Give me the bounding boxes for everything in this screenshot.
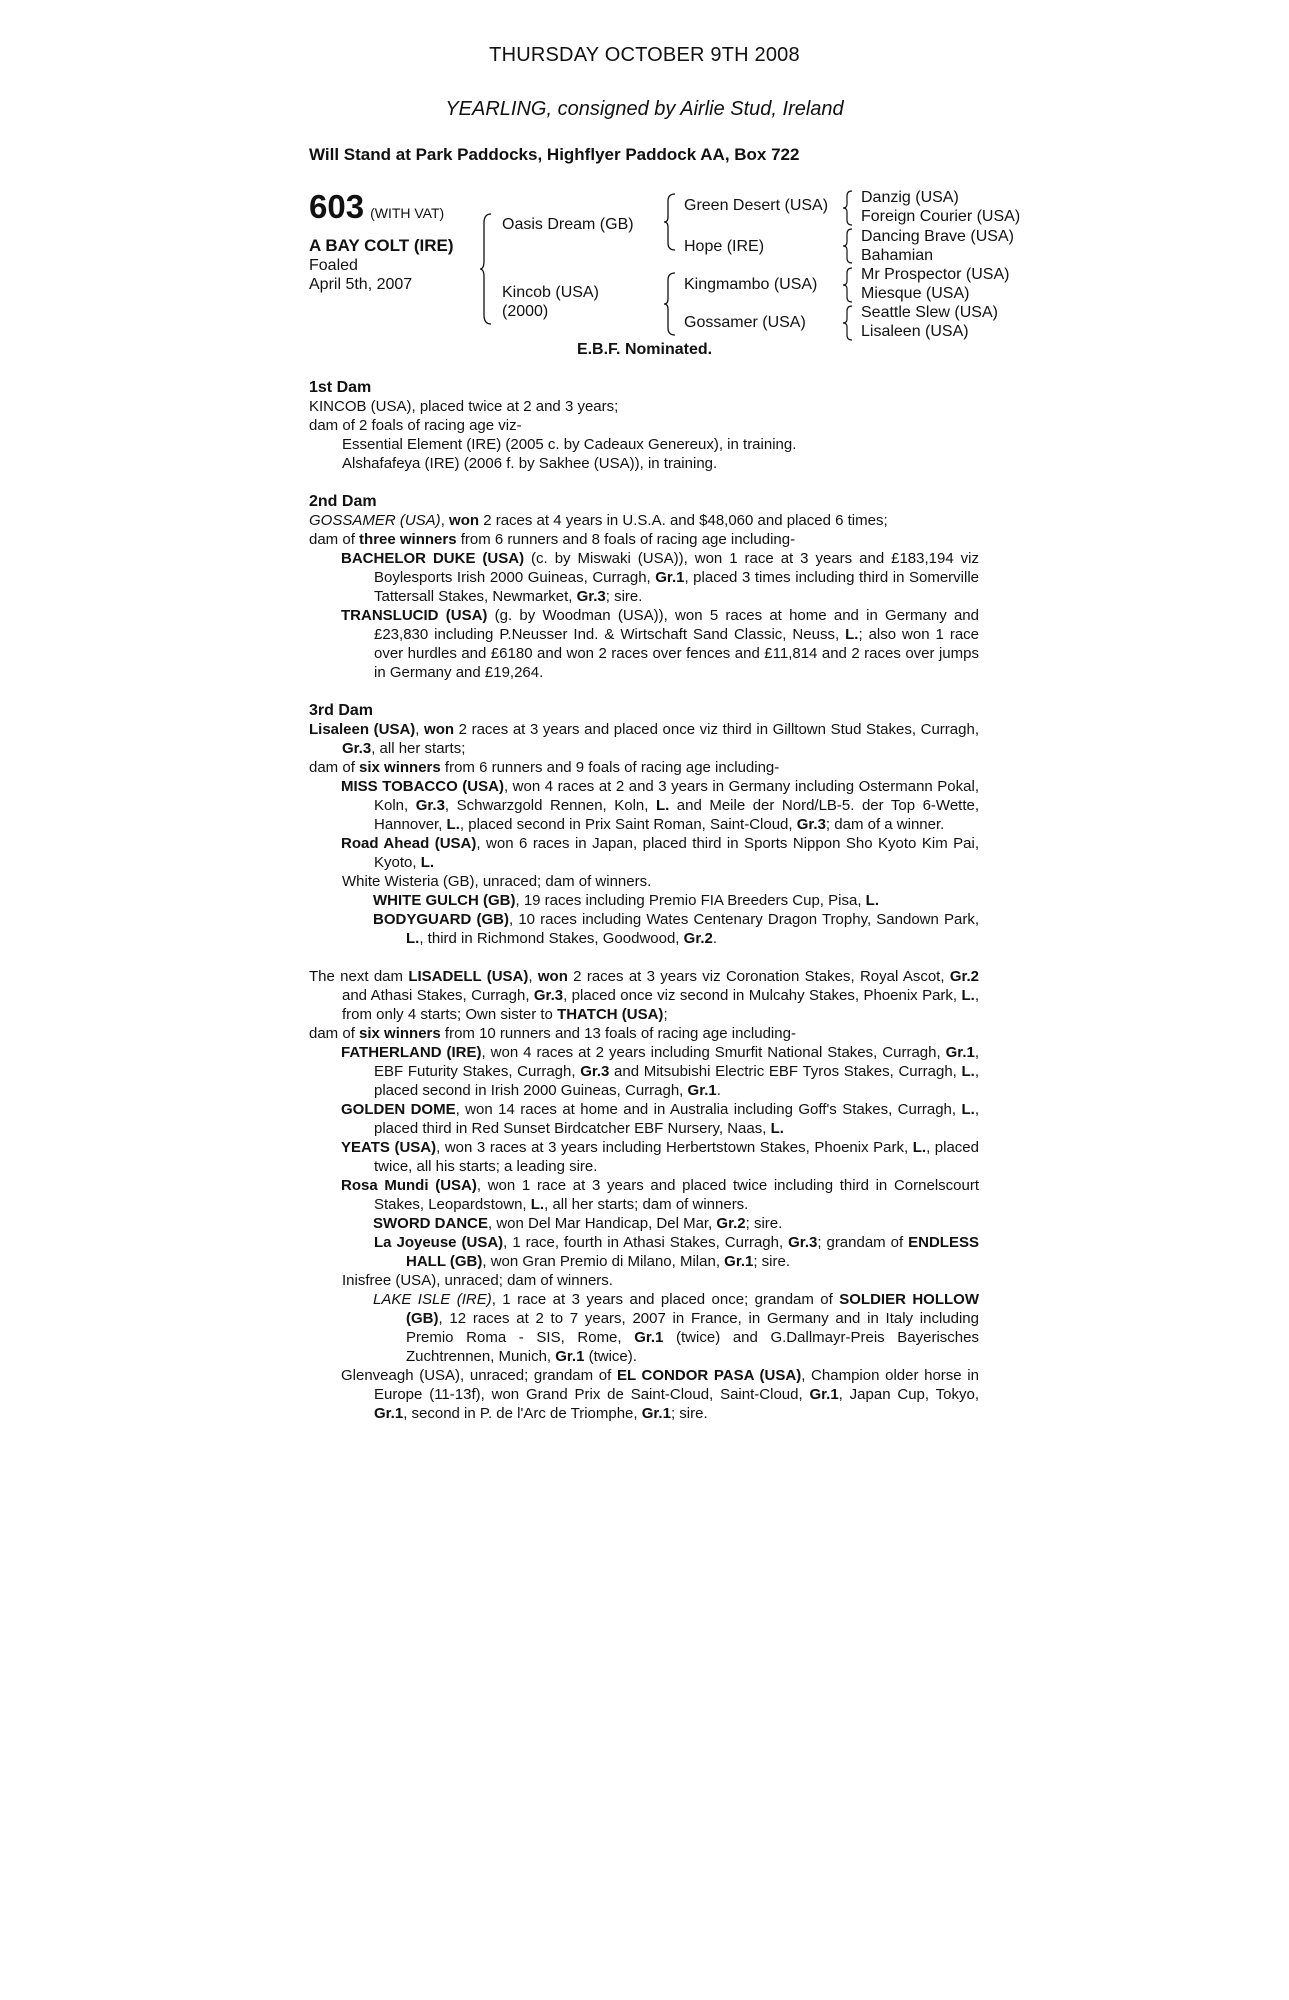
pedigree-dds: Seattle Slew (USA) [861,304,998,321]
grand-produce-entry: SWORD DANCE, won Del Mar Handicap, Del Mar, Gr.2; sire. [373,1215,783,1232]
produce-entry: FATHERLAND (IRE), won 4 races at 2 years including Smurfit National Stakes, Curragh, Gr.1, EBF Futurity Stakes, Curragh, Gr.3 and Mitsubishi Electric EBF Tyros Stakes, Curragh, L., placed second in Irish 2000 Guineas, Curragh, Gr.1. [341,1044,979,1099]
consignor-line: YEARLING, consigned by Airlie Stud, Ireland [445,98,844,120]
produce-entry: Road Ahead (USA), won 6 races in Japan, placed third in Sports Nippon Sho Kyoto Kim Pai, Kyoto, L. [341,835,980,871]
brace-sire-line [664,193,676,251]
stand-location: Will Stand at Park Paddocks, Highflyer Paddock AA, Box 722 [309,145,800,164]
produce-entry: Glenveagh (USA), unraced; grandam of EL CONDOR PASA (USA), Champion older horse in Europe (11-13f), won Grand Prix de Saint-Cloud, Saint-Cloud, Gr.1, Japan Cup, Tokyo, Gr.1, second in P. de l'Arc de Triomphe, Gr.1; sire. [341,1367,979,1422]
foaled-info [309,256,412,294]
second-dam-section [309,492,979,682]
grand-produce-entry: WHITE GULCH (GB), 19 races including Premio FIA Breeders Cup, Pisa, L. [373,892,879,909]
produce-entry: Rosa Mundi (USA), won 1 race at 3 years and placed twice including third in Cornelscourt Stakes, Leopardstown, L., all her starts; dam of winners. [341,1177,979,1213]
pedigree-ddd: Lisaleen (USA) [861,323,969,340]
grand-produce-entry: BODYGUARD (GB), 10 races including Wates Centenary Dragon Trophy, Sandown Park, L., third in Richmond Stakes, Goodwood, Gr.2. [373,911,980,947]
lot-number: 603 [309,188,365,225]
pedigree-dam-year: (2000) [502,303,549,320]
section-title: 3rd Dam [309,702,374,719]
next-dam-section [309,967,979,1423]
dam-summary: Lisaleen (USA), won 2 races at 3 years and placed once viz third in Gilltown Stud Stakes, Curragh, Gr.3, all her starts; [309,721,979,757]
brace-sds [843,228,853,264]
vat-note: (WITH VAT) [370,205,445,221]
produce-entry: Essential Element (IRE) (2005 c. by Cadeaux Genereux), in training. [342,436,797,453]
pedigree-sire: Oasis Dream (GB) [502,216,634,233]
pedigree-dam-dam: Gossamer (USA) [684,314,806,331]
horse-name: A BAY COLT (IRE) [309,236,454,255]
pedigree-sss: Danzig (USA) [861,189,959,206]
foaled-date: April 5th, 2007 [309,276,413,293]
produce-entry: YEATS (USA), won 3 races at 3 years including Herbertstown Stakes, Phoenix Park, L., placed twice, all his starts; a leading sire. [341,1139,979,1175]
brace-dam-line [664,272,676,336]
pedigree-dsd: Miesque (USA) [861,285,970,302]
dam-summary: GOSSAMER (USA), won 2 races at 4 years in U.S.A. and $48,060 and placed 6 times; [309,512,888,529]
lot-heading [309,188,444,226]
sale-date: THURSDAY OCTOBER 9TH 2008 [489,44,800,66]
pedigree-sdd: Bahamian [861,247,934,264]
produce-intro: dam of three winners from 6 runners and 8 foals of racing age including- [309,531,796,548]
produce-entry: TRANSLUCID (USA) (g. by Woodman (USA)), won 5 races at home and in Germany and £23,830 including P.Neusser Ind. & Wirtschaft Sand Classic, Neuss, L.; also won 1 race over hurdles and £6180 and won 2 races over fences and £11,814 and 2 races over jumps in Germany and £19,264. [341,607,979,681]
produce-intro: dam of six winners from 6 runners and 9 foals of racing age including- [309,759,780,776]
pedigree-sire-dam: Hope (IRE) [684,238,765,255]
brace-sss [843,190,853,226]
pedigree-dam: Kincob (USA) [502,284,599,301]
pedigree-sire-sire: Green Desert (USA) [684,197,829,214]
grand-produce-entry: La Joyeuse (USA), 1 race, fourth in Athasi Stakes, Curragh, Gr.3; grandam of ENDLESS HALL (GB), won Gran Premio di Milano, Milan, Gr.1; sire. [374,1234,979,1270]
produce-entry: MISS TOBACCO (USA), won 4 races at 2 and 3 years in Germany including Ostermann Pokal, Koln, Gr.3, Schwarzgold Rennen, Koln, L. and Meile der Nord/LB-5. der Top 6-Wette, Hannover, L., placed second in Prix Saint Roman, Saint-Cloud, Gr.3; dam of a winner. [341,778,980,833]
produce-entry: BACHELOR DUKE (USA) (c. by Miswaki (USA)), won 1 race at 3 years and £183,194 viz Boylesports Irish 2000 Guineas, Curragh, Gr.1, placed 3 times including third in Somerville Tattersall Stakes, Newmarket, Gr.3; sire. [341,550,979,605]
grand-produce-entry: LAKE ISLE (IRE), 1 race at 3 years and placed once; grandam of SOLDIER HOLLOW (GB), 12 races at 2 to 7 years, 2007 in France, in Germany and in Italy including Premio Roma - SIS, Rome, Gr.1 (twice) and G.Dallmayr-Preis Bayerisches Zuchtrennen, Munich, Gr.1 (twice). [373,1291,979,1365]
produce-intro: dam of 2 foals of racing age viz- [309,417,522,434]
produce-intro: dam of six winners from 10 runners and 13 foals of racing age including- [309,1025,796,1042]
section-title: 1st Dam [309,379,372,396]
pedigree-sds: Dancing Brave (USA) [861,228,1014,245]
dam-summary: The next dam LISADELL (USA), won 2 races at 3 years viz Coronation Stakes, Royal Ascot, Gr.2 and Athasi Stakes, Curragh, Gr.3, placed once viz second in Mulcahy Stakes, Phoenix Park, L., from only 4 starts; Own sister to THATCH (USA); [309,968,979,1023]
produce-entry: Alshafafeya (IRE) (2006 f. by Sakhee (USA)), in training. [342,455,718,472]
first-dam-section [309,378,979,473]
produce-entry: GOLDEN DOME, won 14 races at home and in Australia including Goff's Stakes, Curragh, L., placed third in Red Sunset Birdcatcher EBF Nursery, Naas, L. [341,1101,979,1137]
third-dam-section [309,701,979,948]
brace-dss [843,267,853,303]
pedigree-dam-sire: Kingmambo (USA) [684,276,818,293]
brace-dds [843,305,853,341]
pedigree-dss: Mr Prospector (USA) [861,266,1010,283]
pedigree-notes [309,378,979,1423]
brace-generation-1 [480,213,492,325]
section-title: 2nd Dam [309,493,377,510]
produce-entry: Inisfree (USA), unraced; dam of winners. [342,1272,613,1289]
foaled-label: Foaled [309,257,358,274]
produce-entry: White Wisteria (GB), unraced; dam of winners. [342,873,652,890]
ebf-nomination: E.B.F. Nominated. [576,341,713,358]
dam-summary: KINCOB (USA), placed twice at 2 and 3 years; [309,398,619,415]
pedigree-ssd: Foreign Courier (USA) [861,208,1021,225]
